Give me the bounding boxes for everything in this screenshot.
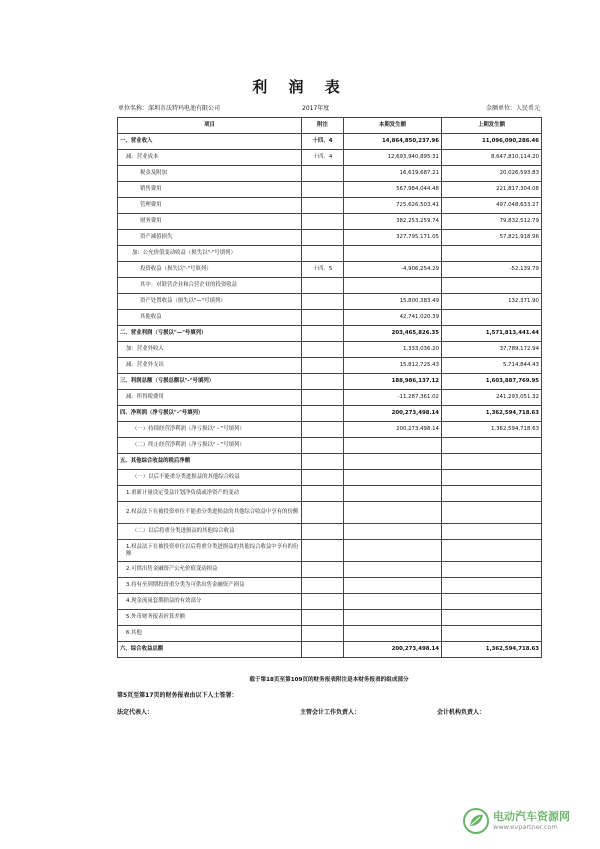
row-current-amount	[344, 524, 442, 540]
row-previous-amount: 79,832,512.79	[442, 214, 542, 230]
row-previous-amount	[442, 594, 542, 610]
row-previous-amount: 11,096,090,286.46	[442, 134, 542, 150]
column-header-current: 本期发生额	[344, 118, 442, 134]
row-current-amount	[344, 562, 442, 578]
row-current-amount	[344, 278, 442, 294]
row-previous-amount: 1,362,594,718.63	[442, 422, 542, 438]
row-note	[302, 278, 344, 294]
row-current-amount: 203,465,826.35	[344, 326, 442, 342]
row-note	[302, 198, 344, 214]
row-note	[302, 246, 344, 262]
row-note	[302, 166, 344, 182]
table-row	[118, 524, 542, 540]
signature-intro: 第5页至第17页的财务报表由以下人士签署：	[117, 692, 238, 699]
row-current-amount	[344, 540, 442, 562]
row-previous-amount: 221,817,304.08	[442, 182, 542, 198]
row-previous-amount: 1,571,813,441.44	[442, 326, 542, 342]
row-current-amount: 16,619,687.21	[344, 166, 442, 182]
table-row	[118, 182, 542, 198]
row-item-label: 投资收益（损失以"-"号填列）	[118, 262, 302, 278]
row-current-amount: -4,906,254.29	[344, 262, 442, 278]
row-current-amount: 188,986,137.12	[344, 374, 442, 390]
row-current-amount: 15,812,725.43	[344, 358, 442, 374]
row-item-label: 财务费用	[118, 214, 302, 230]
row-item-label: （一）以后不能重分类进损益的其他综合收益	[118, 470, 302, 486]
column-header-item: 项目	[118, 118, 302, 134]
row-current-amount	[344, 246, 442, 262]
table-row	[118, 486, 542, 502]
table-row	[118, 278, 542, 294]
table-row	[118, 642, 542, 658]
row-note	[302, 390, 344, 406]
row-current-amount: 382,253,259.74	[344, 214, 442, 230]
table-row	[118, 390, 542, 406]
table-row	[118, 626, 542, 642]
table-row	[118, 454, 542, 470]
row-previous-amount: 8,647,810,114.20	[442, 150, 542, 166]
row-note	[302, 310, 344, 326]
row-previous-amount	[442, 310, 542, 326]
row-note: 十四、4	[302, 150, 344, 166]
row-item-label: 资产减值损失	[118, 230, 302, 246]
row-note	[302, 470, 344, 486]
row-note	[302, 562, 344, 578]
row-current-amount	[344, 454, 442, 470]
table-header-row	[118, 118, 542, 134]
notes-reference: 载于第18页至第109页的财务报表附注是本财务报表的组成部分	[249, 677, 409, 683]
row-previous-amount: 1,603,887,769.95	[442, 374, 542, 390]
row-note: 十四、5	[302, 262, 344, 278]
report-period: 2017年度	[302, 105, 330, 112]
row-item-label: 五、其他综合收益的税后净额	[118, 454, 302, 470]
table-row	[118, 540, 542, 562]
table-row	[118, 198, 542, 214]
row-note	[302, 454, 344, 470]
row-note	[302, 502, 344, 524]
table-row	[118, 594, 542, 610]
row-note	[302, 422, 344, 438]
row-current-amount: 327,795,171.05	[344, 230, 442, 246]
row-note	[302, 524, 344, 540]
row-item-label: 5.外币财务报表折算差额	[118, 610, 302, 626]
row-note	[302, 182, 344, 198]
table-row	[118, 342, 542, 358]
table-row	[118, 374, 542, 390]
row-note	[302, 578, 344, 594]
row-item-label: 税金及附加	[118, 166, 302, 182]
row-note: 十四、4	[302, 134, 344, 150]
row-note	[302, 486, 344, 502]
row-item-label: 二、营业利润（亏损以"—"号填列）	[118, 326, 302, 342]
row-item-label: 减：营业外支出	[118, 358, 302, 374]
row-previous-amount: 1,362,594,718.63	[442, 642, 542, 658]
row-item-label: 资产处置收益（损失以"—"号填列）	[118, 294, 302, 310]
row-previous-amount: 132,371.90	[442, 294, 542, 310]
row-item-label: （二）以后将重分类进损益的其他综合收益	[118, 524, 302, 540]
row-note	[302, 374, 344, 390]
column-header-previous: 上期发生额	[442, 118, 542, 134]
row-note	[302, 540, 344, 562]
row-previous-amount	[442, 470, 542, 486]
row-note	[302, 342, 344, 358]
row-item-label: 其中：对联营企业和合营企业的投资收益	[118, 278, 302, 294]
table-row	[118, 358, 542, 374]
row-previous-amount: 5,714,844.43	[442, 358, 542, 374]
row-item-label: （一）持续经营净利润（净亏损以" - "号填列）	[118, 422, 302, 438]
row-item-label: 6.其他	[118, 626, 302, 642]
row-item-label: 一、营业收入	[118, 134, 302, 150]
row-previous-amount: -52,139.79	[442, 262, 542, 278]
row-item-label: 减：所得税费用	[118, 390, 302, 406]
accounting-head-label: 会计机构负责人：	[437, 709, 486, 716]
company-name: 单位名称：深圳市沃特玛电池有限公司	[118, 105, 221, 112]
row-previous-amount	[442, 540, 542, 562]
table-row	[118, 150, 542, 166]
row-note	[302, 438, 344, 454]
row-current-amount: 567,984,044.48	[344, 182, 442, 198]
row-current-amount: 200,273,498.14	[344, 422, 442, 438]
row-item-label: 加：营业外收入	[118, 342, 302, 358]
row-previous-amount: 1,362,594,718.63	[442, 406, 542, 422]
table-row	[118, 134, 542, 150]
table-row	[118, 610, 542, 626]
row-current-amount	[344, 502, 442, 524]
row-current-amount	[344, 578, 442, 594]
watermark-title: 电动汽车资源网	[493, 809, 570, 823]
row-current-amount	[344, 438, 442, 454]
row-current-amount: 42,741,020.39	[344, 310, 442, 326]
row-current-amount: 200,273,498.14	[344, 406, 442, 422]
row-previous-amount: 37,789,172.94	[442, 342, 542, 358]
row-note	[302, 214, 344, 230]
table-row	[118, 310, 542, 326]
row-item-label: 销售费用	[118, 182, 302, 198]
row-previous-amount	[442, 578, 542, 594]
table-row	[118, 578, 542, 594]
row-item-label: 四、净利润（净亏损以"-"号填列）	[118, 406, 302, 422]
row-previous-amount	[442, 454, 542, 470]
row-previous-amount: 241,293,051.32	[442, 390, 542, 406]
row-current-amount	[344, 610, 442, 626]
table-row	[118, 502, 542, 524]
row-previous-amount: 497,048,633.27	[442, 198, 542, 214]
row-current-amount: -11,287,361.02	[344, 390, 442, 406]
row-item-label: 2.权益法下在被投资单位不能重分类进损益的其他综合收益中享有的份额	[118, 502, 302, 524]
watermark	[462, 804, 600, 838]
row-current-amount	[344, 594, 442, 610]
table-row	[118, 166, 542, 182]
row-note	[302, 406, 344, 422]
row-item-label: 三、利润总额（亏损总额以"-"号填列）	[118, 374, 302, 390]
watermark-url: www.evpartner.com	[493, 823, 558, 832]
row-previous-amount	[442, 246, 542, 262]
row-previous-amount	[442, 438, 542, 454]
row-item-label: 减：营业成本	[118, 150, 302, 166]
statement-title: 利 润 表	[252, 78, 348, 96]
row-item-label: 六、综合收益总额	[118, 642, 302, 658]
row-item-label: 管理费用	[118, 198, 302, 214]
table-row	[118, 262, 542, 278]
row-note	[302, 594, 344, 610]
row-current-amount: 200,273,498.14	[344, 642, 442, 658]
table-row	[118, 326, 542, 342]
row-item-label: 加：公允价值变动收益（损失以"-"号填列）	[118, 246, 302, 262]
row-previous-amount: 20,026,593.83	[442, 166, 542, 182]
row-item-label: 3.持有至到期投资重分类为可供出售金融资产损益	[118, 578, 302, 594]
table-row	[118, 438, 542, 454]
row-note	[302, 294, 344, 310]
table-row	[118, 562, 542, 578]
row-current-amount	[344, 626, 442, 642]
row-current-amount: 725,626,503.41	[344, 198, 442, 214]
table-row	[118, 406, 542, 422]
currency-unit: 金额单位：人民币元	[485, 105, 540, 112]
column-header-note: 附注	[302, 118, 344, 134]
row-previous-amount	[442, 502, 542, 524]
row-previous-amount	[442, 486, 542, 502]
leaf-icon	[462, 807, 490, 835]
row-note	[302, 610, 344, 626]
row-current-amount: 12,693,940,895.31	[344, 150, 442, 166]
row-note	[302, 358, 344, 374]
row-previous-amount	[442, 562, 542, 578]
table-row	[118, 246, 542, 262]
row-item-label: 1.重新计量设定受益计划净负债或净资产的变动	[118, 486, 302, 502]
row-note	[302, 230, 344, 246]
row-note	[302, 626, 344, 642]
row-item-label: 1.权益法下在被投资单位以后将重分类进损益的其他综合收益中享有的份额	[118, 540, 302, 562]
row-previous-amount	[442, 278, 542, 294]
row-current-amount: 14,864,850,237.96	[344, 134, 442, 150]
row-note	[302, 326, 344, 342]
row-item-label: 其他收益	[118, 310, 302, 326]
row-previous-amount	[442, 626, 542, 642]
row-previous-amount	[442, 524, 542, 540]
row-current-amount	[344, 470, 442, 486]
row-previous-amount	[442, 610, 542, 626]
row-current-amount: 1,333,036.20	[344, 342, 442, 358]
table-row	[118, 422, 542, 438]
income-statement-table	[117, 117, 542, 658]
table-row	[118, 294, 542, 310]
legal-representative-label: 法定代表人：	[117, 709, 154, 716]
chief-accountant-label: 主管会计工作负责人：	[300, 709, 361, 716]
row-item-label: （二）终止经营净利润（净亏损以" - "号填列）	[118, 438, 302, 454]
row-current-amount: 15,800,383.49	[344, 294, 442, 310]
table-row	[118, 230, 542, 246]
row-note	[302, 642, 344, 658]
row-previous-amount: 57,821,918.96	[442, 230, 542, 246]
table-row	[118, 470, 542, 486]
row-item-label: 4.现金流量套期损益的有效部分	[118, 594, 302, 610]
row-current-amount	[344, 486, 442, 502]
row-item-label: 2.可供出售金融资产公允价值变动损益	[118, 562, 302, 578]
table-row	[118, 214, 542, 230]
